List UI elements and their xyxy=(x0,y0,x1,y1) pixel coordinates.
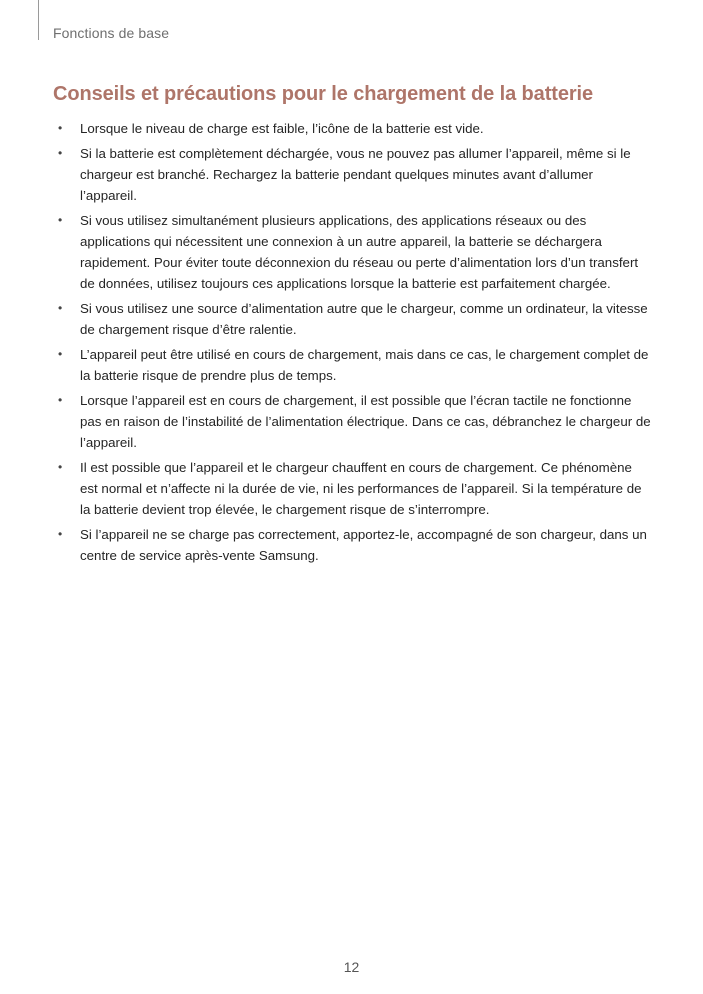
chapter-header: Fonctions de base xyxy=(53,25,170,41)
list-item-text: Si l’appareil ne se charge pas correctement, apportez-le, accompagné de son chargeur, dans un centre de service après-vente Samsung. xyxy=(80,527,647,563)
page-number: 12 xyxy=(343,959,360,975)
bullet-icon: • xyxy=(58,527,63,541)
list-item xyxy=(53,143,653,206)
header-divider xyxy=(38,0,39,40)
bullet-icon: • xyxy=(58,460,63,474)
list-item xyxy=(53,390,653,453)
bullet-icon: • xyxy=(58,347,63,361)
list-item-text: L’appareil peut être utilisé en cours de chargement, mais dans ce cas, le chargement complet de la batterie risque de prendre plus de temps. xyxy=(80,347,649,383)
list-item-text: Si vous utilisez une source d’alimentation autre que le chargeur, comme un ordinateur, la vitesse de chargement risque d’être ralentie. xyxy=(80,301,648,337)
section-title: Conseils et précautions pour le chargement de la batterie xyxy=(53,83,594,105)
bullet-icon: • xyxy=(58,121,63,135)
bullet-list xyxy=(53,118,653,570)
list-item xyxy=(53,457,653,520)
list-item-text: Si la batterie est complètement déchargée, vous ne pouvez pas allumer l’appareil, même si le chargeur est branché. Rechargez la batterie pendant quelques minutes avant d’allumer l’appareil. xyxy=(80,146,631,203)
bullet-icon: • xyxy=(58,301,63,315)
list-item-text: Lorsque l’appareil est en cours de chargement, il est possible que l’écran tactile ne fonctionne pas en raison de l’instabilité de l’alimentation électrique. Dans ce cas, débranchez le chargeur de l’appareil. xyxy=(80,393,651,450)
list-item xyxy=(53,298,653,340)
list-item xyxy=(53,524,653,566)
list-item xyxy=(53,118,653,139)
bullet-icon: • xyxy=(58,393,63,407)
list-item xyxy=(53,344,653,386)
list-item xyxy=(53,210,653,294)
bullet-icon: • xyxy=(58,146,63,160)
list-item-text: Il est possible que l’appareil et le chargeur chauffent en cours de chargement. Ce phénomène est normal et n’affecte ni la durée de vie, ni les performances de l’appareil. Si la température de la batterie devient trop élevée, le chargement risque de s’interrompre. xyxy=(80,460,642,517)
list-item-text: Lorsque le niveau de charge est faible, l’icône de la batterie est vide. xyxy=(80,121,484,136)
list-item-text: Si vous utilisez simultanément plusieurs applications, des applications réseaux ou des applications qui nécessitent une connexion à un autre appareil, la batterie se déchargera rapidement. Pour éviter toute déconnexion du réseau ou perte d’alimentation lors d’un transfert de données, utilisez toujours ces applications lorsque la batterie est parfaitement chargée. xyxy=(80,213,639,291)
bullet-icon: • xyxy=(58,213,63,227)
